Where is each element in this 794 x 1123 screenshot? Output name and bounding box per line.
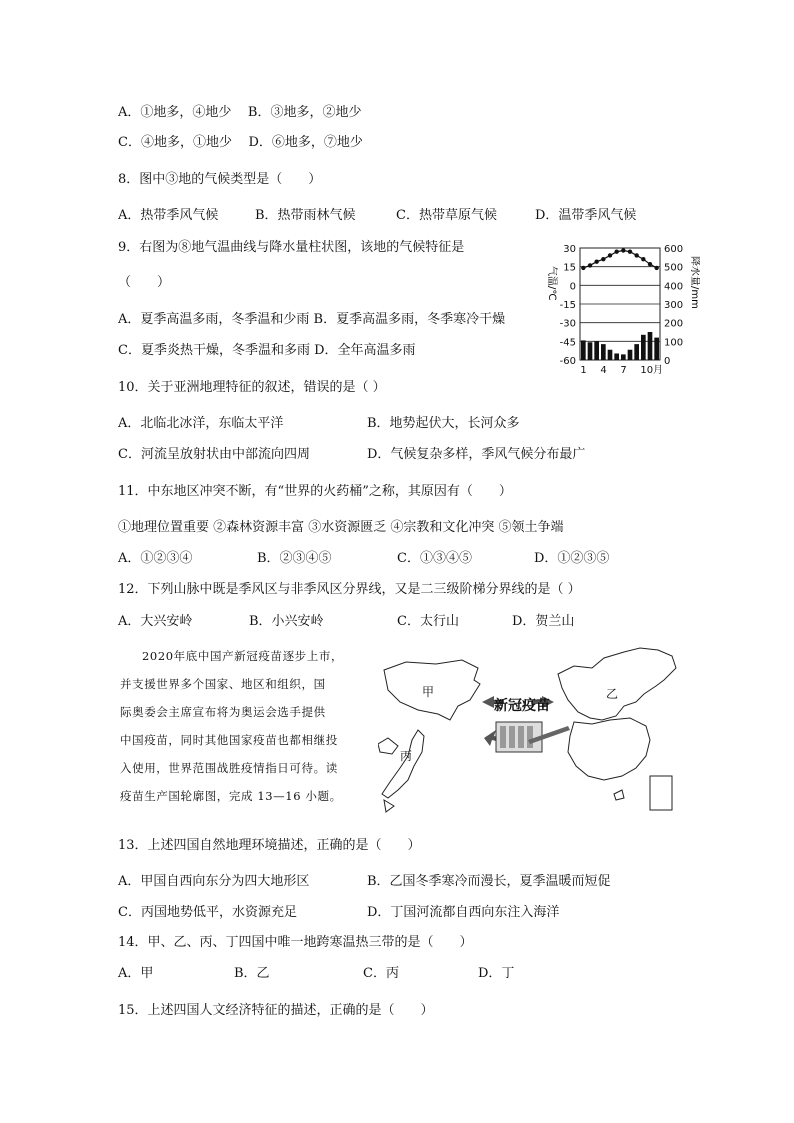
q7-options-row2 [118,135,363,151]
vaccine-passage [120,643,380,819]
q7-option-d[interactable]: D．⑥地多，⑦地少 [248,135,363,150]
q10-option-c[interactable]: C．河流呈放射状由中部流向四周 [118,447,310,462]
q12-options [118,614,678,630]
map-label-yi: 乙 [606,687,619,701]
q9-options-row1[interactable]: A．夏季高温多雨，冬季温和少雨 B．夏季高温多雨，冬季寒冷干燥 [118,312,506,327]
q12-stem: 12．下列山脉中既是季风区与非季风区分界线，又是二三级阶梯分界线的是（ ） [118,582,581,597]
q14-stem: 14．甲、乙、丙、丁四国中唯一地跨寒温热三带的是（ ） [118,935,473,950]
q9-paren: （ ） [118,275,171,290]
passage-line: 际奥委会主席宣布将为奥运会选手提供 [120,705,326,719]
temperature-point [614,250,618,254]
passage-line: 并支援世界多个国家、地区和组织，国 [120,677,326,691]
q7-option-c[interactable]: C．④地多，①地少 [118,135,232,150]
right-tick-label: 100 [664,337,684,349]
left-axis-label: 气温/℃ [546,266,557,301]
q13-option-c[interactable]: C．丙国地势低平，水资源充足 [118,905,297,920]
right-tick-label: 500 [664,262,684,274]
temperature-point [581,266,585,270]
right-tick-label: 0 [664,356,671,367]
precip-bar [581,340,586,360]
q13-option-a[interactable]: A．甲国自西向东分为四大地形区 [118,874,310,889]
left-tick-label: -15 [559,300,576,311]
right-tick-label: 200 [664,318,684,330]
q7-option-a[interactable]: A．①地多，④地少 [118,105,232,120]
q13-option-b[interactable]: B．乙国冬季寒冷而漫长，夏季温暖而短促 [367,874,611,889]
right-tick-label: 400 [664,281,684,293]
temperature-point [588,263,592,267]
q12-option-b[interactable]: B．小兴安岭 [249,614,324,629]
map-legend-box [650,776,672,810]
left-tick-label: -45 [559,337,576,349]
right-tick-label: 600 [664,244,684,255]
left-tick-label: -30 [559,318,576,330]
q13-options-row2 [118,905,678,921]
temperature-point [594,259,598,263]
q10-options-row1 [118,416,678,432]
q11-options [118,551,678,567]
precip-bar [654,338,659,360]
q13-option-d[interactable]: D．丁国河流都自西向东注入海洋 [367,905,560,920]
temperature-point [621,248,625,252]
q8-option-c[interactable]: C．热带草原气候 [396,208,497,223]
precip-bar [608,350,613,360]
q11-option-c[interactable]: C．①③④⑤ [397,551,472,566]
q14-options [118,966,678,982]
temperature-point [654,266,658,270]
country-ding-outline [568,718,650,780]
precip-bar [621,354,626,360]
precip-bar [588,342,593,360]
passage-line: 疫苗生产国轮廓图，完成 13—16 小题。 [120,789,342,803]
passage-line: 入使用，世界范围战胜疫情指日可待。读 [120,761,338,775]
left-tick-label: 30 [563,244,576,255]
q13-options-row1 [118,874,678,890]
q12-option-a[interactable]: A．大兴安岭 [118,614,193,629]
q7-options-row1 [118,105,361,121]
x-tick-label: 1 [580,365,587,376]
precip-bar [648,332,653,360]
temperature-point [628,250,632,254]
x-tick-label: 10月 [640,365,664,376]
q11-stem: 11．中东地区冲突不断，有“世界的火药桶”之称，其原因有（ ） [118,484,512,499]
map-label-jia: 甲 [422,685,435,699]
q10-option-a[interactable]: A．北临北冰洋，东临太平洋 [118,416,284,431]
temperature-point [634,253,638,257]
q8-option-b[interactable]: B．热带雨林气候 [255,208,356,223]
temperature-point [641,257,645,261]
precip-bar [628,350,633,360]
vaccine-producer-map [378,640,678,820]
map-label-bing: 丙 [400,749,413,763]
right-tick-label: 300 [664,300,684,311]
q13-stem: 13．上述四国自然地理环境描述，正确的是（ ） [118,838,421,853]
q8-options [118,208,648,224]
q11-option-d[interactable]: D．①②③⑤ [534,551,610,566]
q11-option-b[interactable]: B．②③④⑤ [257,551,332,566]
q10-stem: 10．关于亚洲地理特征的叙述，错误的是（ ） [118,380,386,395]
q9-stem: 9．右图为⑧地气温曲线与降水量柱状图，该地的气候特征是 [118,240,465,255]
country-yi-outline [558,648,676,720]
x-tick-label: 4 [600,365,607,376]
vaccine-title: 新冠疫苗 [494,698,550,714]
q11-option-a[interactable]: A．①②③④ [118,551,193,566]
left-tick-label: -60 [559,356,576,367]
q7-option-b[interactable]: B．③地多，②地少 [247,105,362,120]
q8-option-a[interactable]: A．热带季风气候 [118,208,219,223]
q10-options-row2 [118,447,678,463]
precip-bar [634,344,639,360]
precip-bar [641,335,646,360]
q14-option-d[interactable]: D．丁 [478,966,515,981]
q8-option-d[interactable]: D．温带季风气候 [535,208,637,223]
vaccine-illustration [496,722,570,752]
precip-bar [614,353,619,360]
temperature-point [648,262,652,266]
q10-option-b[interactable]: B．地势起伏大，长河众多 [367,416,520,431]
temperature-point [608,253,612,257]
q10-option-d[interactable]: D．气候复杂多样，季风气候分布最广 [367,447,586,462]
country-bing-outline [382,730,424,798]
temperature-point [601,257,605,261]
q14-option-b[interactable]: B．乙 [234,966,270,981]
q8-stem: 8．图中③地的气候类型是（ ） [118,172,322,187]
q11-items: ①地理位置重要 ②森林资源丰富 ③水资源匮乏 ④宗教和文化冲突 ⑤领土争端 [118,520,564,535]
right-axis-label: 降水量/mm [689,256,700,309]
passage-line: 中国疫苗，同时其他国家疫苗也都相继投 [120,733,338,747]
q15-stem: 15．上述四国人文经济特征的描述，正确的是（ ） [118,1003,434,1018]
passage-line: 2020年底中国产新冠疫苗逐步上市， [142,649,344,663]
q12-option-c[interactable]: C．太行山 [397,614,459,629]
climate-chart [532,236,700,380]
precip-bar [601,344,606,360]
x-tick-label: 7 [620,365,627,376]
q14-option-c[interactable]: C．丙 [363,966,399,981]
q12-option-d[interactable]: D．贺兰山 [512,614,575,629]
precip-bar [594,341,599,360]
left-tick-label: 0 [569,281,576,293]
q9-options-row2[interactable]: C．夏季炎热干燥，冬季温和多雨 D．全年高温多雨 [118,343,416,358]
q14-option-a[interactable]: A．甲 [118,966,154,981]
left-tick-label: 15 [563,262,576,274]
temperature-line [583,250,656,267]
